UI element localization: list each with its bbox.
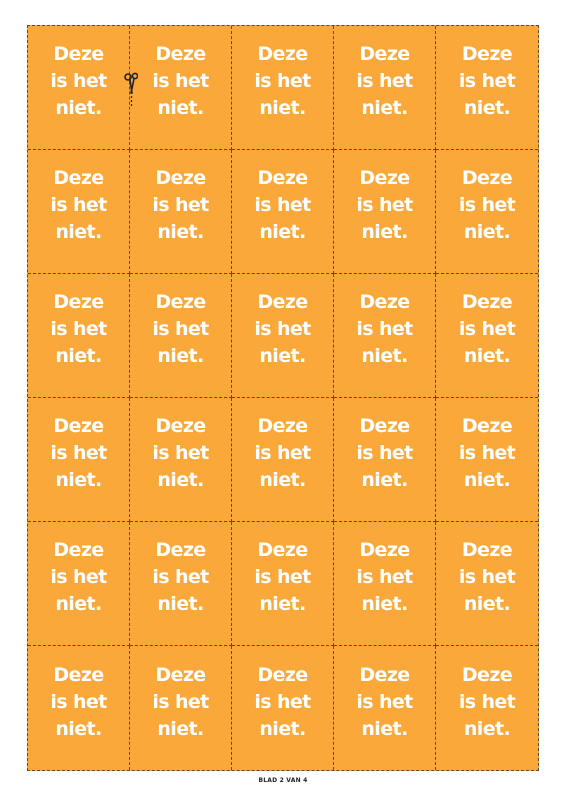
card-text-line1: Deze [53, 663, 104, 686]
card-text-line1: Deze [359, 291, 410, 313]
card-text-line1: Deze [461, 539, 513, 561]
cut-out-card [28, 646, 130, 770]
card-text-line1: Deze [257, 539, 308, 561]
card-text-line1: Deze [461, 43, 513, 65]
cut-out-card [436, 274, 538, 398]
card-text [152, 41, 208, 122]
card-text-line1: Deze [461, 663, 513, 686]
card-text-line3: niet. [361, 593, 408, 615]
cut-out-card [130, 26, 232, 150]
cut-out-card [232, 646, 334, 770]
cut-out-card [28, 150, 130, 274]
cut-out-card [334, 646, 436, 770]
card-text [356, 289, 412, 370]
cut-out-card [232, 522, 334, 646]
card-text-line3: niet. [55, 593, 102, 615]
card-text-line2: is het [458, 70, 516, 92]
card-text [50, 289, 106, 370]
card-text [254, 41, 310, 122]
card-text-line2: is het [356, 318, 413, 340]
card-text [459, 289, 515, 370]
card-text-line3: niet. [157, 593, 204, 615]
card-text-line1: Deze [155, 539, 206, 561]
card-text-line3: niet. [157, 97, 204, 119]
card-text-line2: is het [356, 70, 413, 92]
card-text [254, 289, 310, 370]
card-text-line3: niet. [463, 221, 511, 243]
cut-out-card [130, 522, 232, 646]
card-text-line1: Deze [359, 43, 410, 65]
card-sheet [27, 25, 539, 771]
card-text [152, 537, 208, 618]
card-text-line2: is het [50, 70, 107, 92]
card-text-line2: is het [356, 442, 413, 464]
cut-out-card [334, 26, 436, 150]
card-text-line2: is het [50, 194, 107, 216]
card-text-line2: is het [50, 566, 107, 588]
card-text [459, 662, 515, 743]
card-text-line3: niet. [259, 469, 306, 491]
card-text [152, 413, 208, 494]
card-text-line1: Deze [359, 167, 410, 189]
card-text-line1: Deze [155, 167, 206, 189]
card-text [50, 41, 106, 122]
card-text-line1: Deze [53, 43, 104, 65]
card-text-line1: Deze [257, 43, 308, 65]
card-text-line1: Deze [257, 167, 308, 189]
card-text [356, 662, 412, 743]
cut-out-card [28, 26, 130, 150]
card-text-line2: is het [356, 194, 413, 216]
card-text [50, 413, 106, 494]
card-text-line1: Deze [461, 291, 513, 313]
card-text-line3: niet. [361, 717, 408, 740]
cut-out-card [436, 522, 538, 646]
cut-out-card [130, 274, 232, 398]
card-text-line1: Deze [53, 539, 104, 561]
cut-out-card [232, 26, 334, 150]
card-text [356, 537, 412, 618]
card-text-line3: niet. [463, 345, 511, 367]
card-text-line3: niet. [361, 345, 408, 367]
card-text-line2: is het [152, 70, 209, 92]
card-text-line1: Deze [155, 43, 206, 65]
cut-out-card [436, 398, 538, 522]
card-text [254, 413, 310, 494]
card-text [459, 41, 515, 122]
cut-out-card [232, 150, 334, 274]
card-text [459, 537, 515, 618]
card-text [356, 41, 412, 122]
card-text-line1: Deze [257, 415, 308, 437]
cut-out-card [130, 398, 232, 522]
card-text-line3: niet. [55, 221, 102, 243]
cut-out-card [334, 522, 436, 646]
card-text-line3: niet. [463, 469, 511, 491]
card-text [254, 537, 310, 618]
card-text-line1: Deze [155, 663, 206, 686]
card-text-line2: is het [458, 318, 516, 340]
page-number: BLAD 2 VAN 4 [258, 777, 308, 784]
card-text-line3: niet. [259, 221, 306, 243]
cut-out-card [232, 274, 334, 398]
cut-out-card [436, 646, 538, 770]
card-text [459, 165, 515, 246]
card-text-line1: Deze [155, 291, 206, 313]
card-text-line2: is het [254, 194, 311, 216]
card-text-line2: is het [458, 194, 516, 216]
card-text-line1: Deze [257, 291, 308, 313]
card-text-line3: niet. [55, 717, 102, 740]
card-text-line2: is het [152, 442, 209, 464]
card-text-line3: niet. [361, 469, 408, 491]
card-text-line3: niet. [259, 345, 306, 367]
card-text [152, 165, 208, 246]
card-text-line1: Deze [53, 291, 104, 313]
card-text-line3: niet. [55, 97, 102, 119]
card-text-line2: is het [458, 566, 516, 588]
card-text-line1: Deze [155, 415, 206, 437]
card-text-line2: is het [254, 318, 311, 340]
card-text-line2: is het [254, 442, 311, 464]
card-text [50, 165, 106, 246]
card-text-line1: Deze [461, 415, 513, 437]
card-text-line2: is het [356, 566, 413, 588]
card-text-line3: niet. [259, 97, 306, 119]
cut-out-card [334, 398, 436, 522]
card-text-line2: is het [254, 566, 311, 588]
card-text-line1: Deze [359, 415, 410, 437]
card-text [152, 289, 208, 370]
card-text-line2: is het [254, 690, 311, 713]
cut-out-card [334, 274, 436, 398]
card-text-line2: is het [458, 690, 516, 713]
card-text [50, 537, 106, 618]
card-text-line3: niet. [157, 345, 204, 367]
card-text-line3: niet. [157, 717, 204, 740]
cut-out-card [130, 150, 232, 274]
cut-out-card [28, 274, 130, 398]
card-text-line3: niet. [463, 717, 511, 740]
card-text-line2: is het [356, 690, 413, 713]
card-text [356, 165, 412, 246]
card-text-line3: niet. [463, 593, 511, 615]
cut-out-card [334, 150, 436, 274]
cut-out-card [436, 150, 538, 274]
card-text-line3: niet. [259, 717, 306, 740]
card-text-line3: niet. [157, 469, 204, 491]
cut-out-card [436, 26, 538, 150]
card-text-line2: is het [50, 690, 107, 713]
card-text-line3: niet. [157, 221, 204, 243]
card-text [459, 413, 515, 494]
card-text-line2: is het [254, 70, 311, 92]
scissors-icon [124, 71, 138, 109]
card-text-line1: Deze [359, 539, 410, 561]
card-text-line3: niet. [361, 221, 408, 243]
card-text [152, 662, 208, 743]
card-text-line3: niet. [361, 97, 408, 119]
card-text-line1: Deze [53, 167, 104, 189]
card-text-line3: niet. [259, 593, 306, 615]
card-text-line2: is het [458, 442, 516, 464]
card-text-line3: niet. [55, 345, 102, 367]
card-text [254, 662, 310, 743]
cut-out-card [130, 646, 232, 770]
card-text [356, 413, 412, 494]
card-text-line3: niet. [463, 97, 511, 119]
cut-out-card [232, 398, 334, 522]
card-text [254, 165, 310, 246]
card-text-line3: niet. [55, 469, 102, 491]
card-text-line2: is het [152, 194, 209, 216]
card-text-line1: Deze [53, 415, 104, 437]
card-text-line2: is het [152, 318, 209, 340]
card-text [50, 662, 106, 743]
card-text-line2: is het [152, 690, 209, 713]
card-text-line2: is het [152, 566, 209, 588]
cut-out-card [28, 522, 130, 646]
card-text-line1: Deze [461, 167, 513, 189]
card-text-line1: Deze [359, 663, 410, 686]
card-text-line1: Deze [257, 663, 308, 686]
card-text-line2: is het [50, 442, 107, 464]
card-text-line2: is het [50, 318, 107, 340]
cut-out-card [28, 398, 130, 522]
